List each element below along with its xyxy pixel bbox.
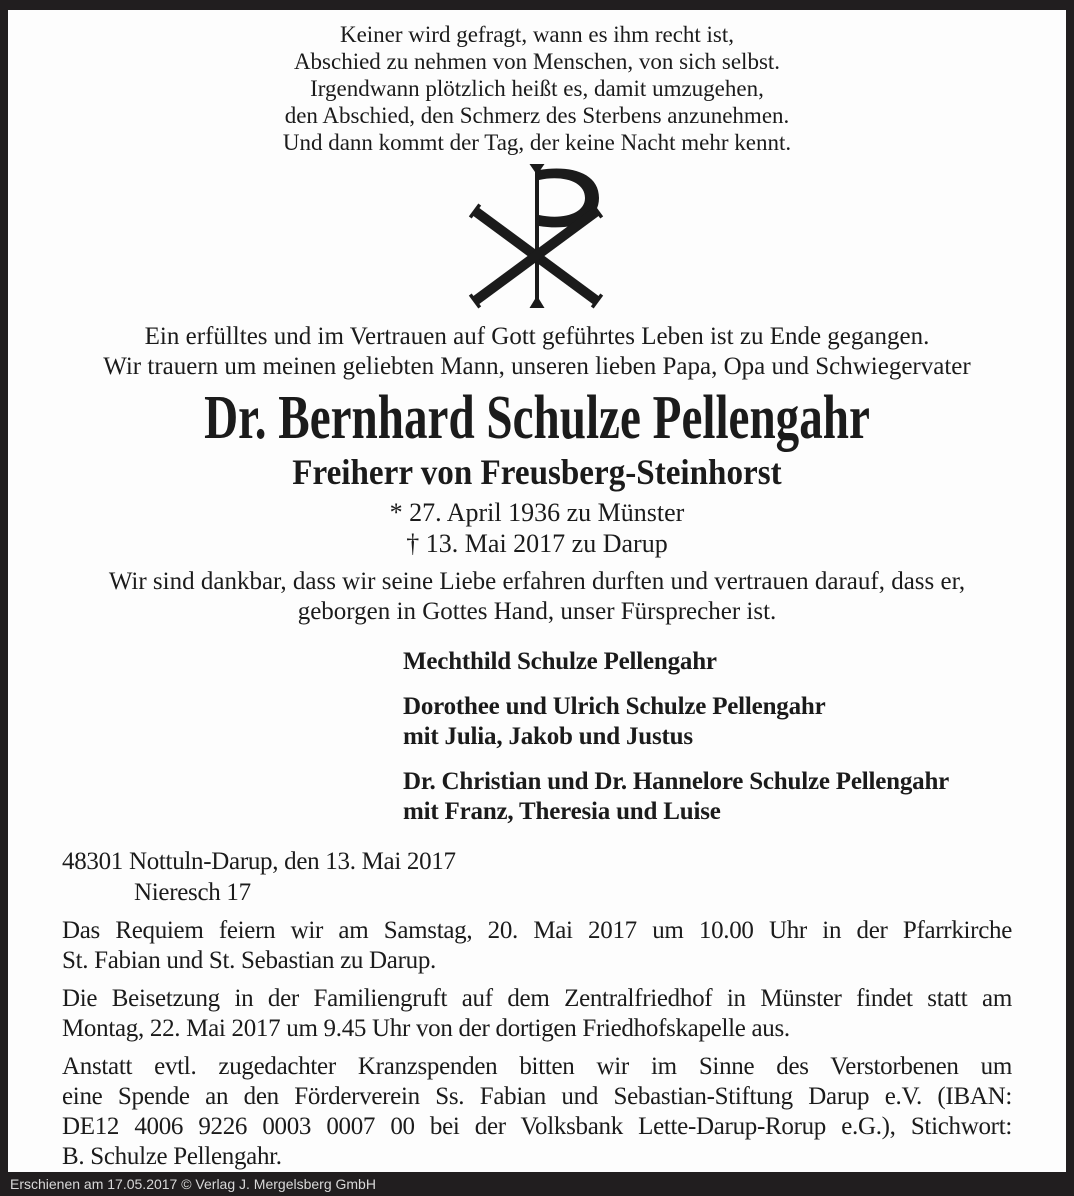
- mourner-group: [403, 647, 1066, 677]
- birth-line: * 27. April 1936 zu Münster: [389, 498, 685, 527]
- address-line-2: Nieresch 17: [134, 879, 251, 906]
- noble-title: [8, 452, 1066, 492]
- paragraph: [62, 1052, 1012, 1172]
- text-line: den Abschied, den Schmerz des Sterbens anzunehmen.: [284, 103, 790, 128]
- publisher-footer: Erschienen am 17.05.2017 © Verlag J. Mergelsberg GmbH: [10, 1176, 376, 1192]
- mourner-line: Dr. Christian und Dr. Hannelore Schulze Pellengahr: [403, 768, 950, 795]
- paragraph: [62, 984, 1012, 1044]
- mourners: [8, 647, 1066, 827]
- paragraph-line: Anstatt evtl. zugedachter Kranzspenden bitten wir im Sinne des Verstorbenen um: [62, 1053, 1012, 1080]
- paragraph-line: Die Beisetzung in der Familiengruft auf dem Zentralfriedhof in Münster findet statt am: [62, 985, 1012, 1012]
- obituary-card: [8, 10, 1066, 1172]
- text-line: Abschied zu nehmen von Menschen, von sich selbst.: [293, 49, 781, 74]
- chi-rho-icon: [467, 163, 607, 309]
- thanks-lines: [8, 567, 1066, 627]
- paragraph-line: St. Fabian und St. Sebastian zu Darup.: [62, 947, 436, 974]
- paragraph: [62, 916, 1012, 976]
- text-line: Keiner wird gefragt, wann es ihm recht ist,: [339, 22, 735, 47]
- paragraph-line: eine Spende an den Förderverein Ss. Fabian und Sebastian-Stiftung Darup e.V. (IBAN:: [62, 1083, 1012, 1110]
- intro-lines: [8, 322, 1066, 382]
- opening-poem: [8, 21, 1066, 156]
- paragraph-line: Das Requiem feiern wir am Samstag, 20. Mai 2017 um 10.00 Uhr in der Pfarrkirche: [62, 917, 1012, 944]
- mourner-line: Dorothee und Ulrich Schulze Pellengahr: [403, 693, 826, 720]
- address-block: [8, 846, 1066, 908]
- text-line: Wir trauern um meinen geliebten Mann, unseren lieben Papa, Opa und Schwiegervater: [103, 353, 971, 380]
- mourner-group: [403, 692, 1066, 752]
- text-line: Ein erfülltes und im Vertrauen auf Gott geführtes Leben ist zu Ende gegangen.: [144, 323, 930, 350]
- text-line: geborgen in Gottes Hand, unser Fürsprecher ist.: [297, 598, 777, 625]
- paragraph-line: Montag, 22. Mai 2017 um 9.45 Uhr von der dortigen Friedhofskapelle aus.: [62, 1015, 790, 1042]
- text-line: Wir sind dankbar, dass wir seine Liebe erfahren durften und vertrauen darauf, dass er,: [108, 568, 966, 595]
- chi-rho-container: [8, 163, 1066, 309]
- address-line-1: 48301 Nottuln-Darup, den 13. Mai 2017: [62, 848, 456, 875]
- deceased-name: [8, 386, 1066, 450]
- paragraph-line: B. Schulze Pellengahr.: [62, 1143, 282, 1170]
- paragraph-line: DE12 4006 9226 0003 0007 00 bei der Volksbank Lette-Darup-Rorup e.G.), Stichwort:: [62, 1113, 1012, 1140]
- death-line: † 13. Mai 2017 zu Darup: [406, 529, 668, 558]
- mourner-line: Mechthild Schulze Pellengahr: [403, 648, 717, 675]
- mourner-group: [403, 767, 1066, 827]
- mourner-line: mit Julia, Jakob und Justus: [403, 723, 693, 750]
- mourner-line: mit Franz, Theresia und Luise: [403, 798, 721, 825]
- text-line: Und dann kommt der Tag, der keine Nacht mehr kennt.: [282, 130, 792, 155]
- text-line: Irgendwann plötzlich heißt es, damit umzugehen,: [310, 76, 764, 101]
- life-dates: [8, 497, 1066, 559]
- paragraphs: [8, 916, 1066, 1172]
- noble-title-text: Freiherr von Freusberg-Steinhorst: [292, 452, 782, 492]
- deceased-name-text: Dr. Bernhard Schulze Pellengahr: [204, 384, 870, 452]
